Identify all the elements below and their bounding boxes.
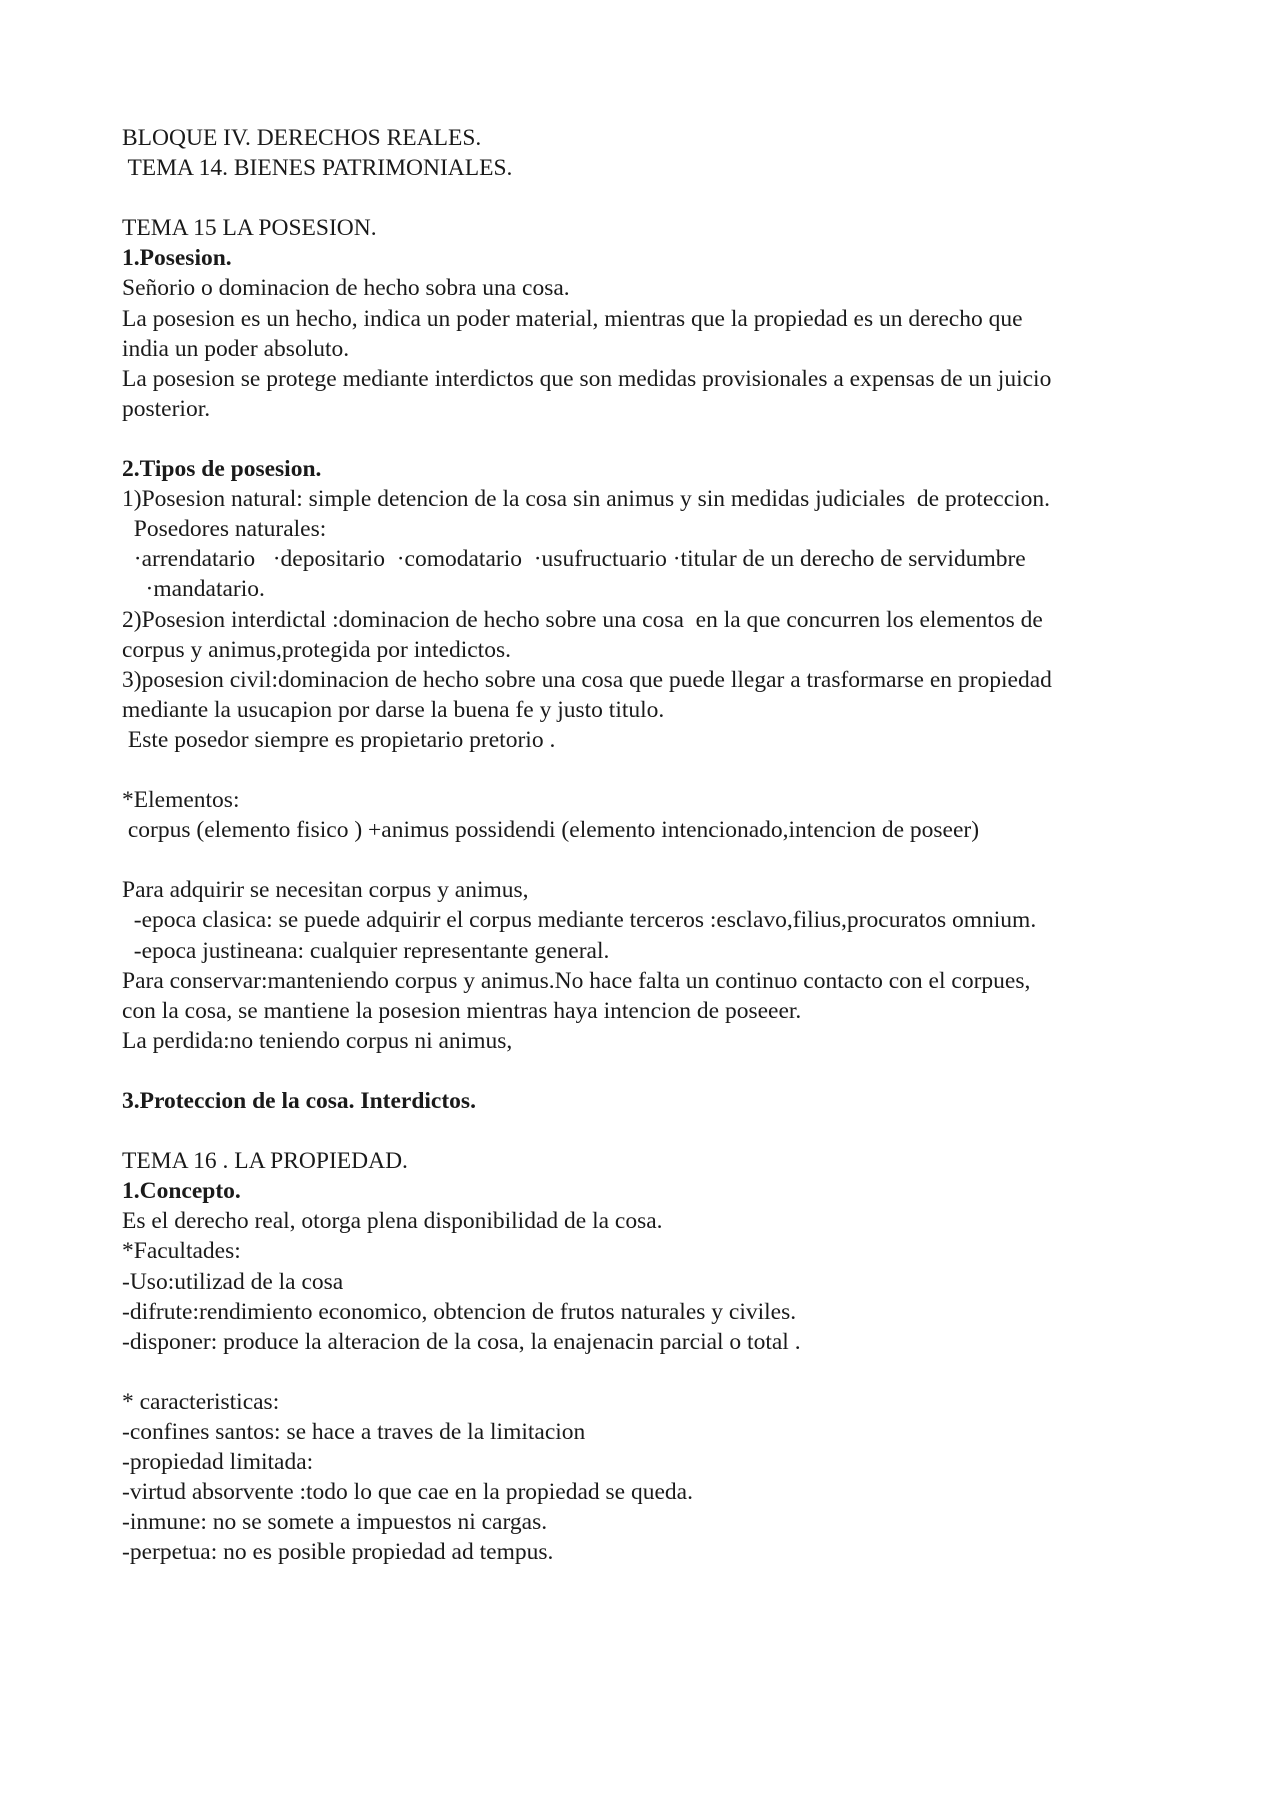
bloque-title: BLOQUE IV. DERECHOS REALES.: [122, 125, 482, 151]
text-line: Para conservar:manteniendo corpus y animus.No hace falta un continuo contacto con el corpues,: [122, 967, 1031, 994]
text-line: 1)Posesion natural: simple detencion de la cosa sin animus y sin medidas judiciales de proteccion.: [122, 486, 1051, 513]
text-line: La perdida:no teniendo corpus ni animus,: [122, 1027, 513, 1054]
section-heading-posesion: 1.Posesion.: [122, 245, 232, 272]
text-line: -difrute:rendimiento economico, obtencion de frutos naturales y civiles.: [122, 1298, 797, 1325]
text-line: Este posedor siempre es propietario pretorio .: [122, 726, 556, 753]
spacer: [122, 1357, 1182, 1387]
spacer: [122, 755, 1182, 785]
text-line: Para adquirir se necesitan corpus y animus,: [122, 877, 529, 904]
text-line: -virtud absorvente :todo lo que cae en la propiedad se queda.: [122, 1479, 693, 1506]
text-line: Es el derecho real, otorga plena disponibilidad de la cosa.: [122, 1208, 663, 1235]
text-line: -epoca clasica: se puede adquirir el corpus mediante terceros :esclavo,filius,procuratos omnium.: [122, 907, 1037, 934]
text-line: -propiedad limitada:: [122, 1449, 314, 1476]
text-line: -epoca justineana: cualquier representante general.: [122, 937, 610, 964]
spacer: [122, 1116, 1182, 1146]
text-line: ·arrendatario ·depositario ·comodatario ·usufructuario ·titular de un derecho de servidumbre: [122, 546, 1026, 573]
text-line: corpus (elemento fisico ) +animus possidendi (elemento intencionado,intencion de poseer): [122, 817, 980, 844]
tema16-title: TEMA 16 . LA PROPIEDAD.: [122, 1148, 408, 1175]
text-line: La posesion se protege mediante interdictos que son medidas provisionales a expensas de un juicio: [122, 365, 1052, 392]
text-line: * caracteristicas:: [122, 1388, 280, 1415]
text-line: *Facultades:: [122, 1238, 241, 1265]
tema15-title: TEMA 15 LA POSESION.: [122, 215, 377, 242]
spacer: [122, 1056, 1182, 1086]
spacer: [122, 183, 1182, 213]
text-line: Posedores naturales:: [122, 516, 327, 543]
section-heading-proteccion: 3.Proteccion de la cosa. Interdictos.: [122, 1088, 476, 1114]
text-line: ·mandatario.: [122, 576, 265, 603]
text-line: corpus y animus,protegida por intedictos.: [122, 636, 511, 663]
text-line: -perpetua: no es posible propiedad ad tempus.: [122, 1539, 554, 1566]
section-heading-concepto: 1.Concepto.: [122, 1178, 241, 1205]
text-line: posterior.: [122, 395, 211, 422]
text-line: -Uso:utilizad de la cosa: [122, 1268, 344, 1295]
text-line: Señorio o dominacion de hecho sobra una cosa.: [122, 275, 570, 302]
text-line: -inmune: no se somete a impuestos ni cargas.: [122, 1509, 548, 1536]
text-line: mediante la usucapion por darse la buena fe y justo titulo.: [122, 696, 665, 723]
text-line: -confines santos: se hace a traves de la limitacion: [122, 1419, 586, 1446]
text-line: *Elementos:: [122, 787, 240, 814]
section-heading-tipos: 2.Tipos de posesion.: [122, 456, 322, 483]
spacer: [122, 845, 1182, 875]
text-line: con la cosa, se mantiene la posesion mientras haya intencion de poseeer.: [122, 997, 802, 1024]
text-line: india un poder absoluto.: [122, 335, 350, 362]
spacer: [122, 424, 1182, 454]
text-line: La posesion es un hecho, indica un poder material, mientras que la propiedad es un derecho que: [122, 305, 1023, 332]
text-line: 2)Posesion interdictal :dominacion de hecho sobre una cosa en la que concurren los elementos de: [122, 606, 1043, 633]
text-line: -disponer: produce la alteracion de la cosa, la enajenacin parcial o total .: [122, 1328, 801, 1355]
tema14-title: TEMA 14. BIENES PATRIMONIALES.: [122, 155, 513, 182]
document-body: [122, 123, 1182, 1568]
text-line: 3)posesion civil:dominacion de hecho sobre una cosa que puede llegar a trasformarse en propiedad: [122, 666, 1052, 693]
